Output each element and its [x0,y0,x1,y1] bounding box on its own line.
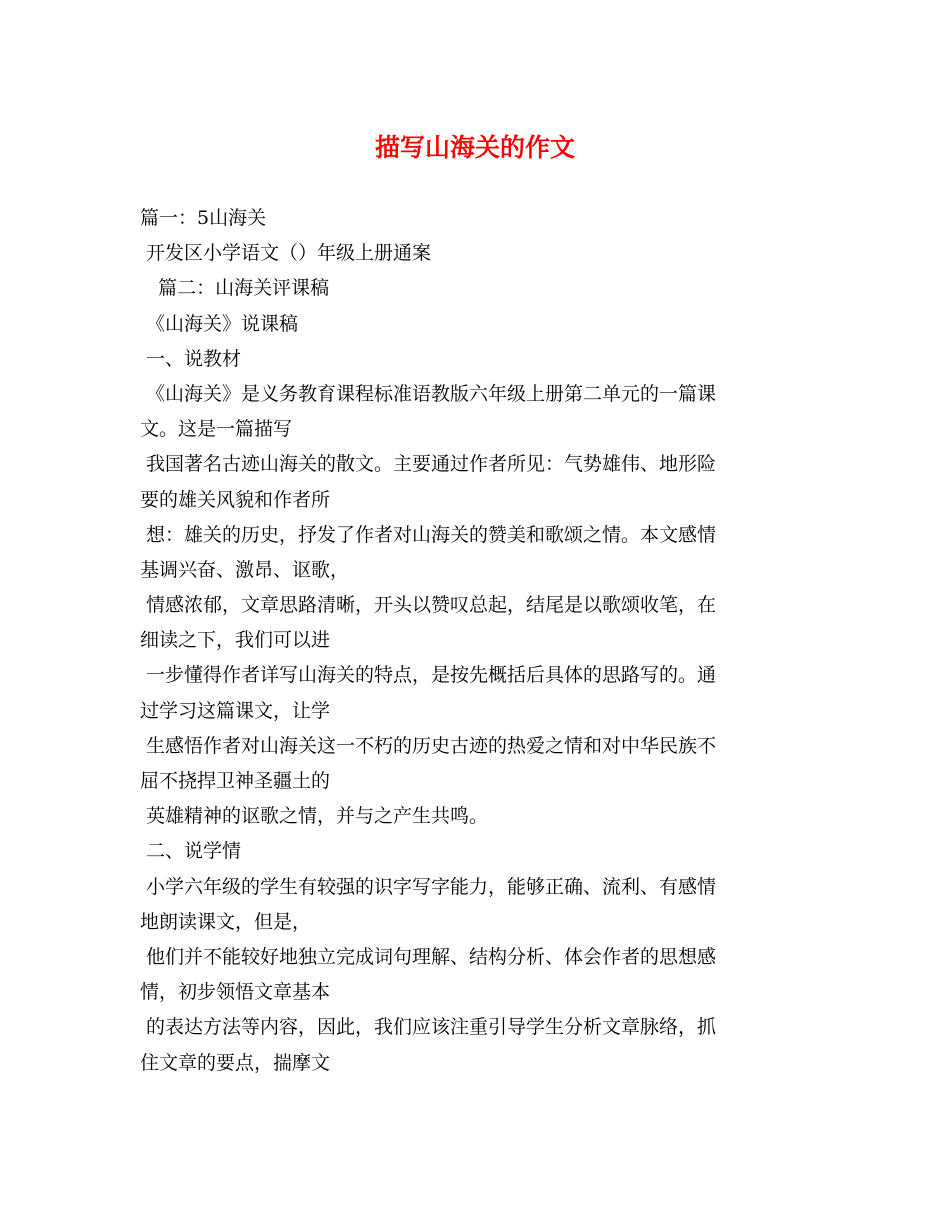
body-line: 情，初步领悟文章基本 [140,981,331,1004]
body-line: 《山海关》说课稿 [140,312,299,335]
body-line: 我国著名古迹山海关的散文。主要通过作者所见：气势雄伟、地形险 [140,453,717,476]
body-line: 二、说学情 [140,840,242,863]
body-line: 屈不挠捍卫神圣疆土的 [140,770,331,792]
body-line: 篇一：5山海关 [140,207,267,229]
body-line: 过学习这篇课文，让学 [140,699,331,722]
body-line: 基调兴奋、激昂、讴歌， [140,558,350,581]
document-title: 描写山海关的作文 [374,133,575,162]
body-line: 一步懂得作者详写山海关的特点，是按先概括后具体的思路写的。通 [140,664,717,687]
body-line: 文。这是一篇描写 [140,418,293,441]
body-line: 地朗读课文，但是， [140,910,312,933]
body-line: 住文章的要点，揣摩文 [140,1051,331,1074]
body-line: 想：雄关的历史，抒发了作者对山海关的赞美和歌颂之情。本文感情 [140,523,717,546]
body-line: 一、说教材 [140,347,242,370]
body-line: 英雄精神的讴歌之情，并与之产生共鸣。 [140,805,489,828]
body-line: 《山海关》是义务教育课程标准语教版六年级上册第二单元的一篇课 [140,382,717,405]
body-line: 开发区小学语文（）年级上册通案 [140,242,432,265]
body-line: 要的雄关风貌和作者所 [140,488,331,511]
body-line: 情感浓郁，文章思路清晰，开头以赞叹总起，结尾是以歌颂收笔，在 [140,594,717,617]
body-line: 小学六年级的学生有较强的识字写字能力，能够正确、流利、有感情 [140,875,717,898]
body-line: 他们并不能较好地独立完成词句理解、结构分析、体会作者的思想感 [140,945,717,968]
body-line: 的表达方法等内容，因此，我们应该注重引导学生分析文章脉络，抓 [140,1016,717,1039]
body-line: 篇二：山海关评课稿 [140,277,330,300]
body-line: 细读之下，我们可以进 [140,629,331,652]
document-body [140,201,816,1081]
body-line: 生感悟作者对山海关这一不朽的历史古迹的热爱之情和对中华民族不 [140,734,717,757]
